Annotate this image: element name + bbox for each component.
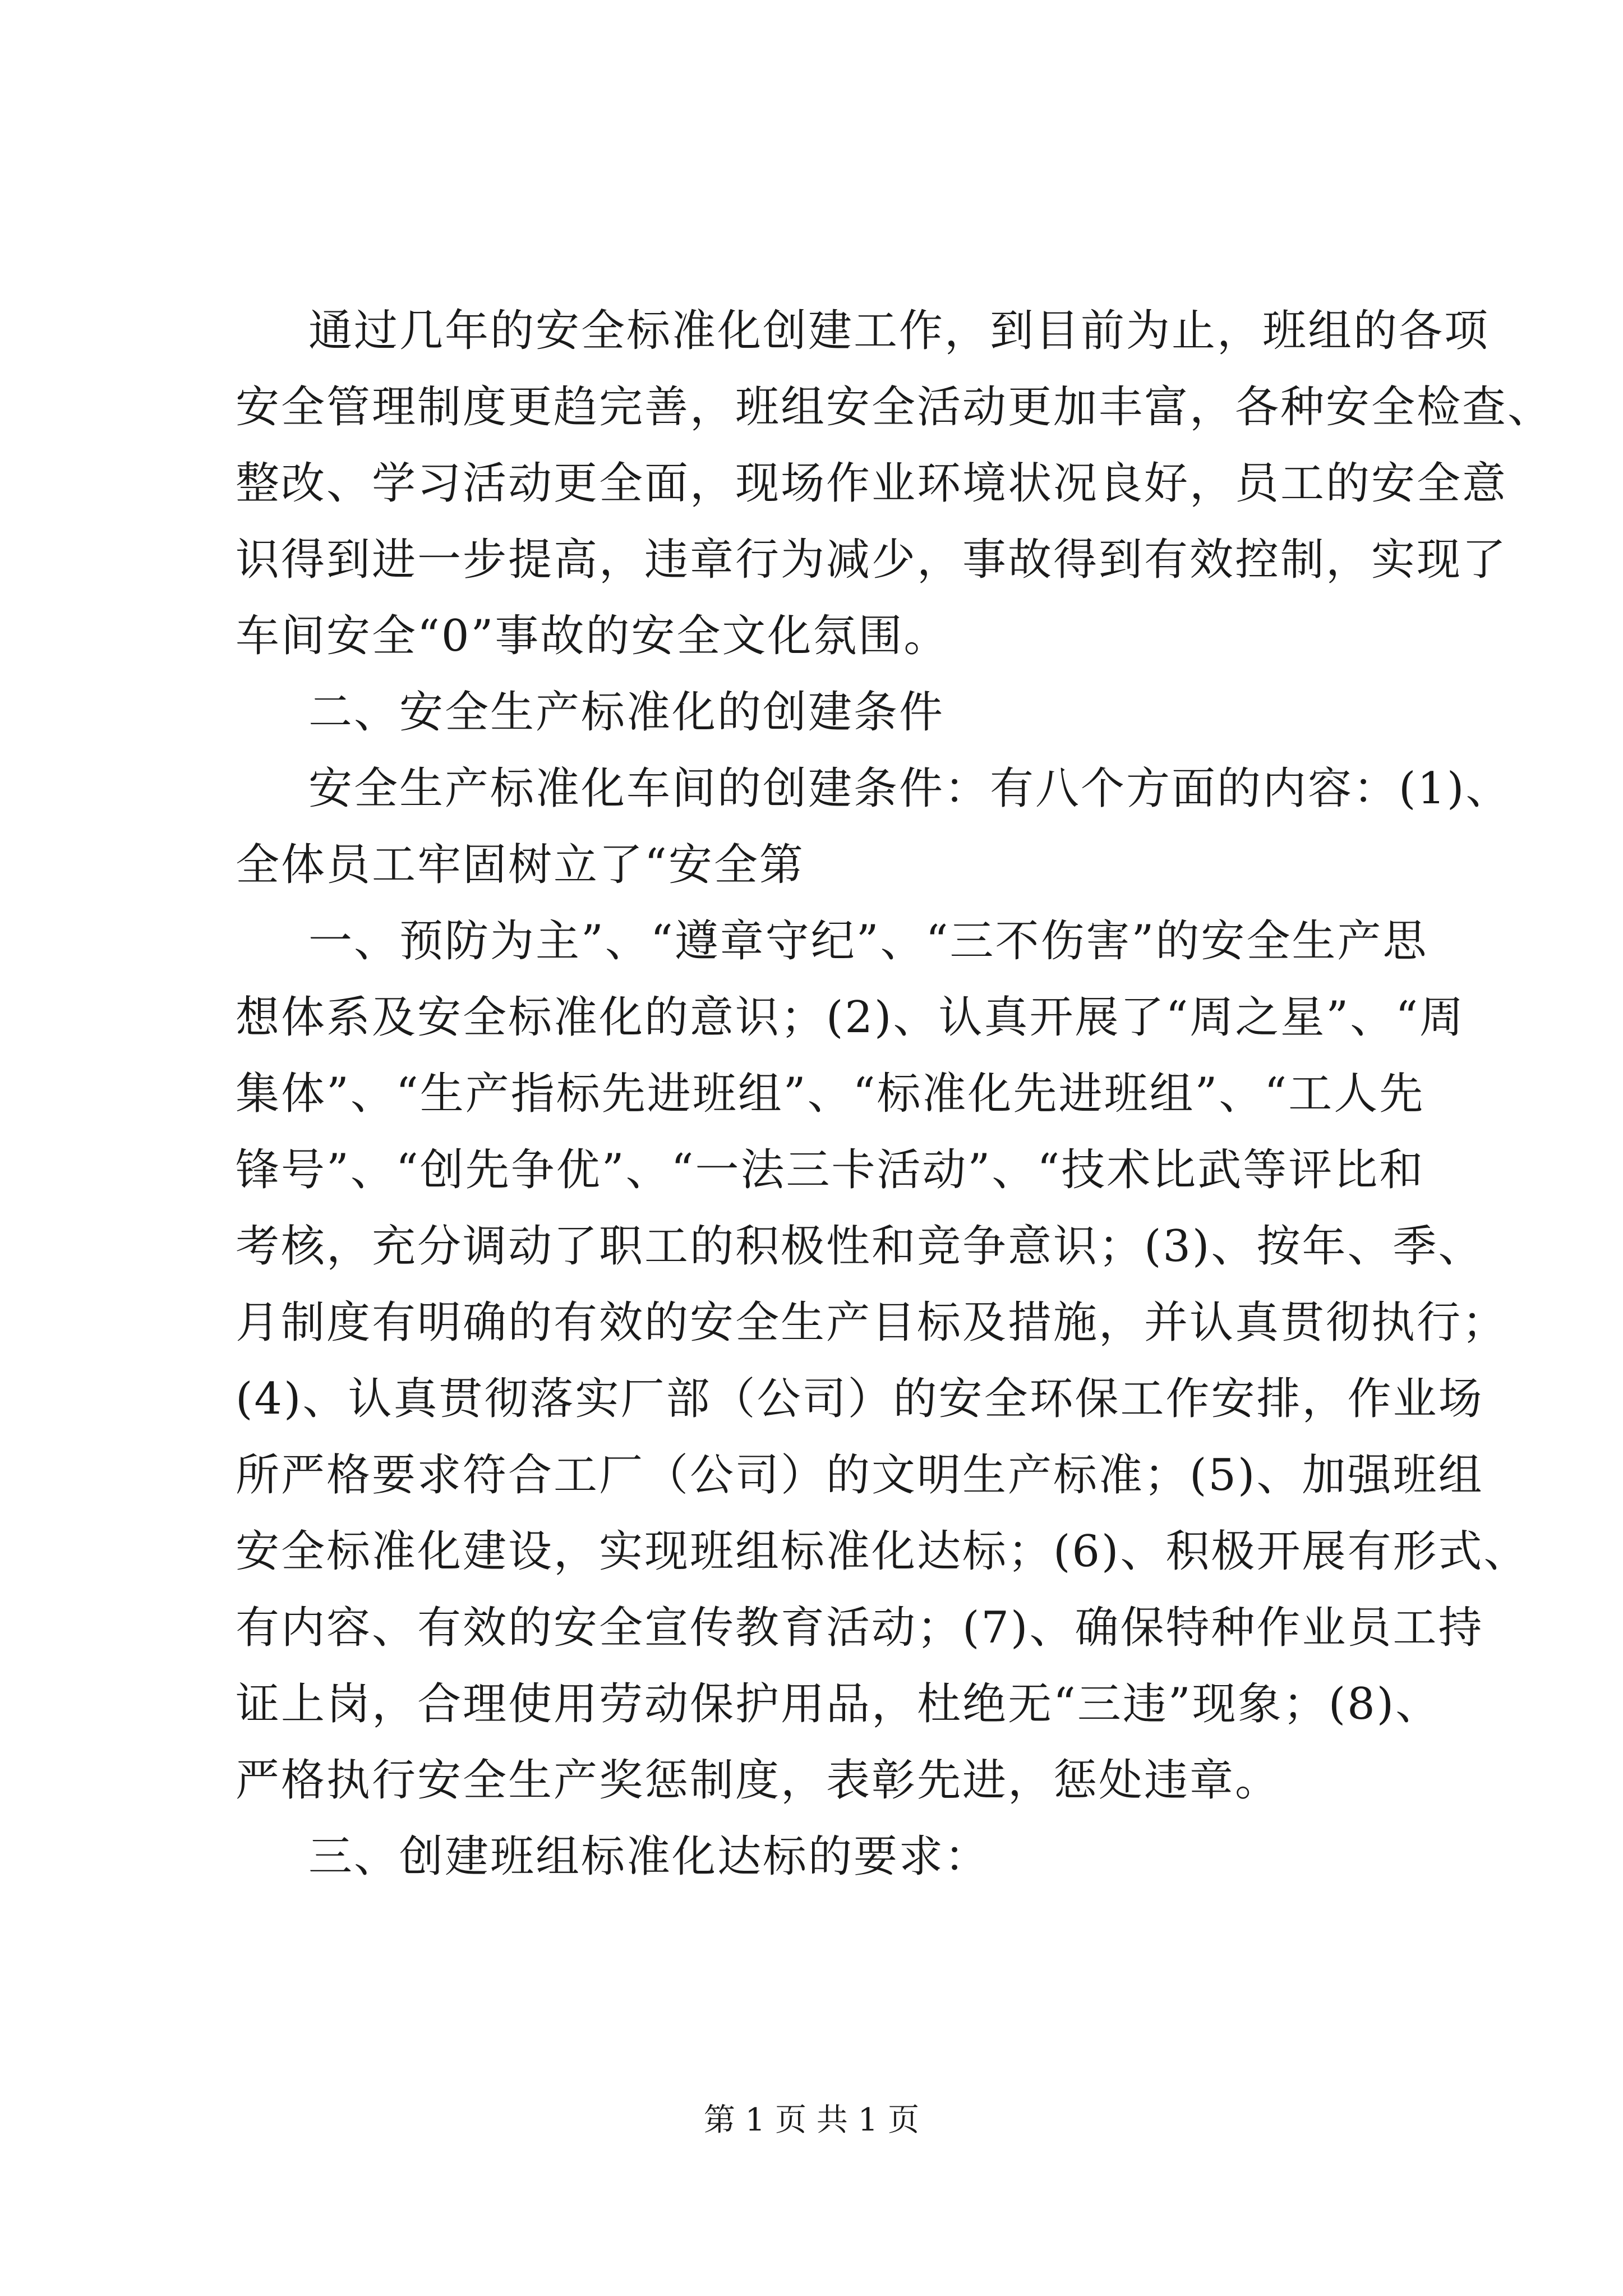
paragraph-line: 车间安全“0”事故的安全文化氛围。	[236, 611, 949, 661]
paragraph-line: 通过几年的安全标准化创建工作，到目前为止，班组的各项	[308, 306, 1490, 356]
paragraph-line: 集体”、“生产指标先进班组”、“标准化先进班组”、“工人先	[236, 1069, 1425, 1119]
paragraph-line: 安全生产标准化车间的创建条件：有八个方面的内容：(1)、	[308, 763, 1511, 814]
paragraph-line: 有内容、有效的安全宣传教育活动；(7)、确保特种作业员工持	[236, 1603, 1484, 1653]
section-heading: 二、安全生产标准化的创建条件	[308, 687, 945, 738]
paragraph-line: 锋号”、“创先争优”、“一法三卡活动”、“技术比武等评比和	[236, 1145, 1425, 1195]
paragraph-line: 安全标准化建设，实现班组标准化达标；(6)、积极开展有形式、	[236, 1526, 1529, 1577]
paragraph-line: 全体员工牢固树立了“安全第	[236, 840, 805, 890]
paragraph-line: 严格执行安全生产奖惩制度，表彰先进，惩处违章。	[236, 1755, 1281, 1806]
section-heading: 三、创建班组标准化达标的要求：	[308, 1832, 990, 1882]
paragraph-line: 一、预防为主”、“遵章守纪”、“三不伤害”的安全生产思	[308, 916, 1428, 967]
paragraph-line: 证上岗，合理使用劳动保护用品，杜绝无“三违”现象；(8)、	[236, 1679, 1441, 1729]
paragraph-line: 考核，充分调动了职工的积极性和竞争意识；(3)、按年、季、	[236, 1221, 1484, 1272]
paragraph-line: 想体系及安全标准化的意识；(2)、认真开展了“周之星”、“周	[236, 992, 1465, 1043]
paragraph-line: (4)、认真贯彻落实厂部（公司）的安全环保工作安排，作业场	[236, 1374, 1484, 1424]
paragraph-line: 安全管理制度更趋完善，班组安全活动更加丰富，各种安全检查、	[236, 382, 1553, 432]
paragraph-line: 月制度有明确的有效的安全生产目标及措施，并认真贯彻执行；	[236, 1297, 1508, 1348]
page-footer: 第 1 页 共 1 页	[703, 2102, 920, 2138]
paragraph-line: 所严格要求符合工厂（公司）的文明生产标准；(5)、加强班组	[236, 1450, 1484, 1501]
paragraph-line: 识得到进一步提高，违章行为减少，事故得到有效控制，实现了	[236, 535, 1508, 585]
paragraph-line: 整改、学习活动更全面，现场作业环境状况良好，员工的安全意	[236, 458, 1508, 509]
